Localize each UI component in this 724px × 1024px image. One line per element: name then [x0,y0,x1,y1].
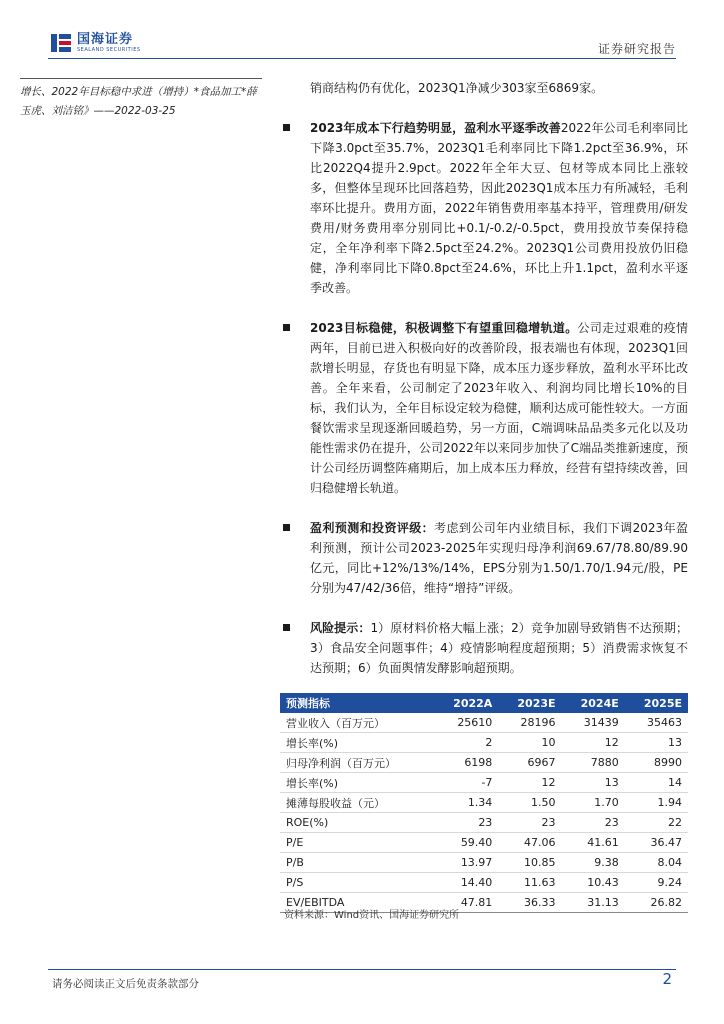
page-header [0,0,724,62]
table-cell: 35463 [625,713,688,733]
table-cell: 36.47 [625,833,688,853]
table-row [280,853,688,873]
table-cell: 11.63 [498,873,561,893]
bullet-2023-target [280,318,688,498]
table-row-label: 归母净利润（百万元） [280,753,434,773]
table-row [280,873,688,893]
bullet-square-icon [283,324,290,331]
table-row-label: ROE(%) [280,813,434,833]
table-cell: 10.85 [498,853,561,873]
bullet-body: 2022年公司毛利率同比下降3.0pct至35.7%，2023Q1毛利率同比下降1.2pct至36.9%，环比2022Q4提升2.9pct。2022年全年大豆、包材等成本同比上涨较多，但整体呈现环比回落趋势，因此2023Q1成本压力有所减轻，毛利率环比提升。费用方面，2022年销售费用率基本持平，管理费用/研发费用/财务费用率分别同比+0.1/-0.2/-0.5pct，费用投放节奏保持稳定，全年净利率下降2.5pct至24.2%。2023Q1公司费用投放仍旧稳健，净利率同比下降0.8pct至24.6%，环比上升1.1pct，盈利水平逐季改善。 [310,121,688,295]
bullet-square-icon [283,624,290,631]
footer-divider [48,969,676,970]
table-cell: 25610 [434,713,498,733]
sidebar-divider [20,78,262,79]
bullet-cost-trend [280,118,688,298]
table-header-cell: 2022A [434,693,498,713]
bullet-body: 1）原材料价格大幅上涨；2）竞争加剧导致销售不达预期；3）食品安全问题事件；4）疫情影响程度超预期；5）消费需求恢复不达预期；6）负面舆情发酵影响超预期。 [310,621,688,675]
table-cell: 23 [498,813,561,833]
table-cell: 13.97 [434,853,498,873]
left-sidebar [20,78,262,121]
bullet-risk-warning [280,618,688,678]
main-content [280,78,688,678]
table-header-cell: 2025E [625,693,688,713]
logo-english-name: SEALAND SECURITIES [77,46,141,53]
table-cell: 36.33 [498,893,561,913]
table-row-label: EV/EBITDA [280,893,434,913]
table-cell: 14 [625,773,688,793]
table-row-label: P/E [280,833,434,853]
table-row [280,833,688,853]
table-row-label: 增长率(%) [280,733,434,753]
table-header-cell: 预测指标 [280,693,434,713]
table-cell: 8990 [625,753,688,773]
table-cell: 13 [562,773,625,793]
table-cell: 8.04 [625,853,688,873]
table-cell: 12 [562,733,625,753]
table-cell: 12 [498,773,561,793]
table-cell: 1.70 [562,793,625,813]
table-header-cell: 2023E [498,693,561,713]
table-cell: 14.40 [434,873,498,893]
bullet-title: 风险提示： [310,621,371,635]
bullet-body: 考虑到公司年内业绩目标，我们下调2023年盈利预测，预计公司2023-2025年实现归母净利润69.67/78.80/89.90亿元，同比+12%/13%/14%，EPS分别为1.50/1.70/1.94元/股，PE分别为47/42/36倍，维持“增持”评级。 [310,521,688,595]
table-header-row [280,693,688,713]
table-row-label: 增长率(%) [280,773,434,793]
table-body [280,713,688,913]
table-row-label: 摊薄每股收益（元） [280,793,434,813]
table-row-label: 营业收入（百万元） [280,713,434,733]
table-cell: 9.38 [562,853,625,873]
bullet-title: 2023目标稳健，积极调整下有望重回稳增轨道。 [310,321,578,335]
table-row [280,773,688,793]
table-cell: 28196 [498,713,561,733]
table-row [280,733,688,753]
table-row-label: P/B [280,853,434,873]
table-row-label: P/S [280,873,434,893]
table-row [280,753,688,773]
bullet-body: 公司走过艰难的疫情两年，目前已进入积极向好的改善阶段，报表端也有体现，2023Q1回款增长明显，存货也有明显下降，成本压力逐步释放，盈利水平环比改善。全年来看，公司制定了2023年收入、利润均同比增长10%的目标，我们认为，全年目标设定较为稳健，顺利达成可能性较大。一方面餐饮需求呈现逐渐回暖趋势，另一方面，C端调味品品类多元化以及功能性需求仍在提升，公司2022年以来同步加快了C端品类推新速度，预计公司经历调整阵痛期后，加上成本压力释放，经营有望持续改善，回归稳健增长轨道。 [310,321,688,495]
table-cell: 31439 [562,713,625,733]
page-number: 2 [662,970,672,988]
related-report-text: 增长、2022年目标稳中求进（增持）*食品加工*薛玉虎、刘洁铭》——2022-03-25 [20,86,257,117]
table-cell: 23 [562,813,625,833]
table-cell: 1.94 [625,793,688,813]
table-cell: 2 [434,733,498,753]
table-cell: 47.06 [498,833,561,853]
table-header-cell: 2024E [562,693,625,713]
table-cell: 31.13 [562,893,625,913]
table-cell: 7880 [562,753,625,773]
table-cell: 1.34 [434,793,498,813]
table-cell: 22 [625,813,688,833]
table-row [280,713,688,733]
table-row [280,793,688,813]
footer-disclaimer: 请务必阅读正文后免责条款部分 [52,978,199,990]
table-cell: 10.43 [562,873,625,893]
bullet-square-icon [283,524,290,531]
forecast-table [280,693,688,913]
bullet-square-icon [283,124,290,131]
table-cell: -7 [434,773,498,793]
logo-mark-icon [50,32,72,54]
table-cell: 23 [434,813,498,833]
company-logo [50,30,141,56]
table-cell: 47.81 [434,893,498,913]
table-cell: 6198 [434,753,498,773]
report-type-label: 证券研究报告 [597,42,676,56]
bullet-title: 盈利预测和投资评级： [310,521,435,535]
table-cell: 10 [498,733,561,753]
logo-name: 国海证券 [77,31,134,47]
continuation-text: 销商结构仍有优化，2023Q1净减少303家至6869家。 [310,81,604,95]
table-source-note: 资料来源：Wind资讯、国海证券研究所 [284,910,460,921]
bullet-title: 2023年成本下行趋势明显，盈利水平逐季改善 [310,121,561,135]
table-cell: 6967 [498,753,561,773]
table-cell: 9.24 [625,873,688,893]
bullet-forecast-rating [280,518,688,598]
table-cell: 13 [625,733,688,753]
table-cell: 59.40 [434,833,498,853]
table-row [280,813,688,833]
table-cell: 26.82 [625,893,688,913]
header-divider [48,58,676,59]
table-cell: 1.50 [498,793,561,813]
table-cell: 41.61 [562,833,625,853]
